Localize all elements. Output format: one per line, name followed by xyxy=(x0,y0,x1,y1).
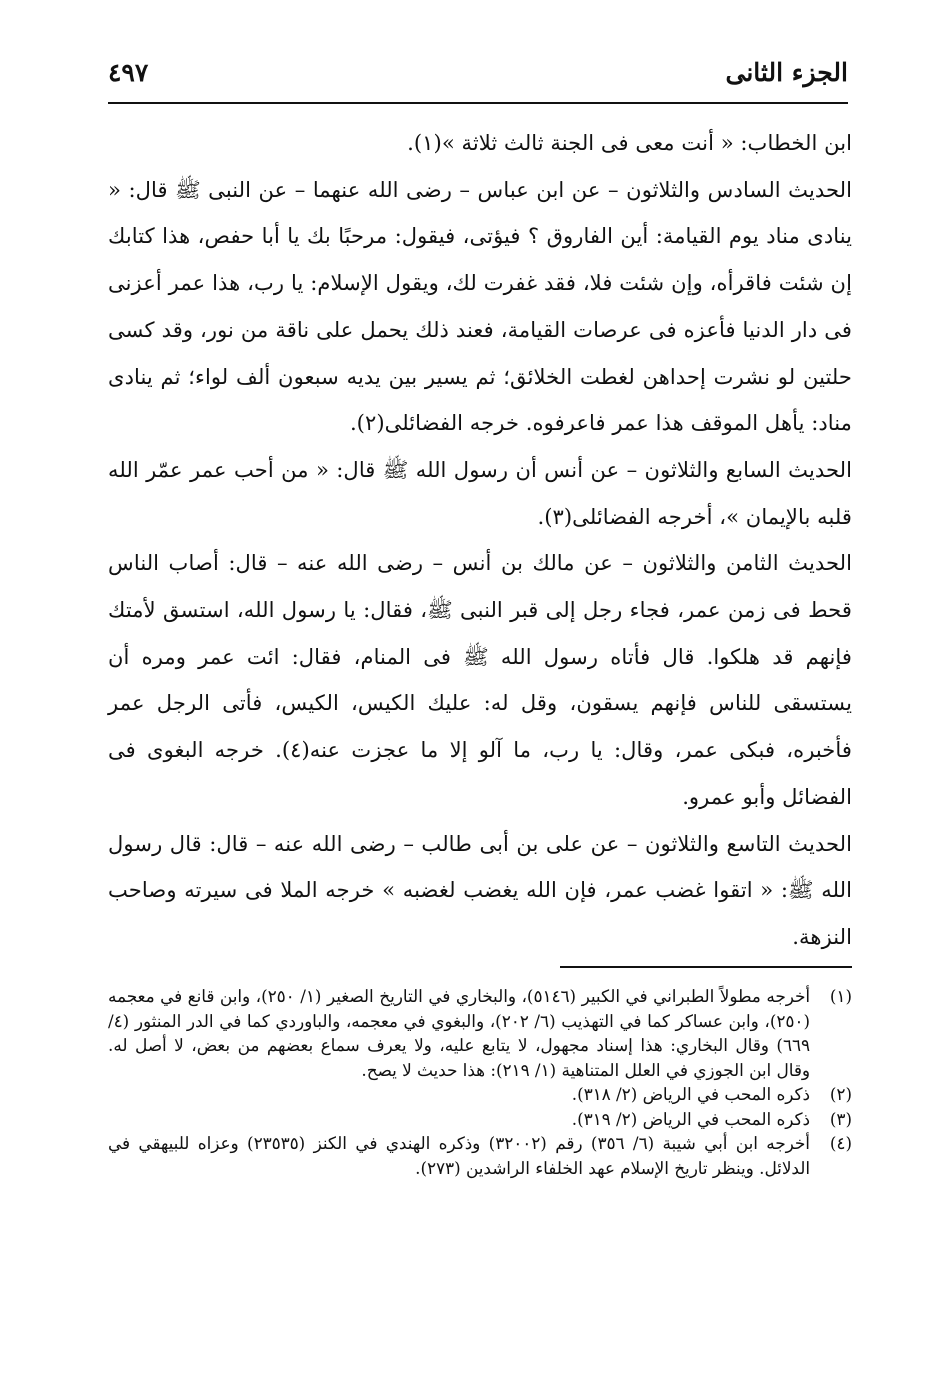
footnote-number: (١) xyxy=(829,986,852,1006)
paragraph: ابن الخطاب: « أنت معى فى الجنة ثالث ثلاثة »(١). xyxy=(407,130,852,155)
paragraph: الحديث السابع والثلاثون – عن أنس أن رسول الله ﷺ قال: « من أحب عمر عمّر الله قلبه بالإيمان »، أخرجه الفضائلى(٣). xyxy=(101,456,852,529)
paragraph: الحديث الثامن والثلاثون – عن مالك بن أنس – رضى الله عنه – قال: أصاب الناس قحط فى زمن عمر، فجاء رجل إلى قبر النبى ﷺ، فقال: يا رسول الله، استسق لأمتك فإنهم قد هلكوا. قال فأتاه رسول الله ﷺ فى المنام، فقال: ائت عمر ومره أن يستسقى للناس فإنهم يسقون، وقل له: عليك الكيس، الكيس، فأتى الرجل عمر فأخبره، فبكى عمر، وقال: يا رب، ما آلو إلا ما عجزت عنه(٤). خرجه البغوى فى الفضائل وأبو عمرو. xyxy=(101,550,852,809)
footnote-text: أخرجه مطولاً الطبراني في الكبير (٥١٤٦)، والبخاري في التاريخ الصغير (١/ ٢٥٠)، وابن قانع في معجمه (٢٥٠)، وابن عساكر كما في التهذيب (٦/ ٢٠٢)، والبغوي في معجمه، والباوردي كما في الدر المنثور (٤/ ٦٦٩) وقال البخاري: هذا إسناد مجهول، لا يتابع عليه، ولا يعرف سماع بعضهم من بعض، لا أصل له. وقال ابن الجوزي في العلل المتناهية (١/ ٢١٩): هذا حديث لا يصح. xyxy=(108,986,810,1080)
footnote xyxy=(108,1131,852,1180)
footnote xyxy=(108,1107,852,1132)
footnote-number: (٣) xyxy=(829,1108,852,1129)
footnote-number: (٢) xyxy=(829,1084,852,1104)
footnote xyxy=(108,984,852,1082)
footnote-text: ذكره المحب في الرياض (٢/ ٣١٨). xyxy=(571,1084,810,1104)
paragraph: الحديث التاسع والثلاثون – عن على بن أبى طالب – رضى الله عنه – قال: قال رسول الله ﷺ: « اتقوا غضب عمر، فإن الله يغضب لغضبه » خرجه الملا فى سيرته وصاحب النزهة. xyxy=(101,830,852,949)
footnote-number: (٤) xyxy=(829,1133,852,1153)
footnote-text: أخرجه ابن أبي شيبة (٦/ ٣٥٦) رقم (٣٢٠٠٢) وذكره الهندي في الكنز (٢٣٥٣٥) وعزاه للبيهقي في الدلائل. وينظر تاريخ الإسلام عهد الخلفاء الراشدين (٢٧٣). xyxy=(108,1133,810,1178)
footnote-divider xyxy=(560,966,852,968)
paragraph: الحديث السادس والثلاثون – عن ابن عباس – رضى الله عنهما – عن النبى ﷺ قال: « ينادى مناد يوم القيامة: أين الفاروق ؟ فيؤتى، فيقول: مرحبًا بك يا أبا حفص، هذا كتابك إن شئت فاقرأه، وإن شئت فلا، فقد غفرت لك، ويقول الإسلام: يا رب، هذا عمر أعزنى فى دار الدنيا فأعزه فى عرصات القيامة، فعند ذلك يحمل على ناقة من نور، وقد كسى حلتين لو نشرت إحداهن لغطت الخلائق؛ ثم يسير بين يديه سبعون ألف لواء؛ ثم ينادى مناد: يأهل الموقف هذا عمر فاعرفوه. خرجه الفضائلى(٢). xyxy=(101,176,852,436)
main-text xyxy=(101,120,852,961)
footnote xyxy=(108,1082,852,1107)
page-header xyxy=(108,52,848,104)
footnotes xyxy=(108,984,852,1180)
page-number: ٤٩٧ xyxy=(108,58,149,87)
footnote-text: ذكره المحب في الرياض (٢/ ٣١٩). xyxy=(571,1108,810,1129)
running-title: الجزء الثانى xyxy=(725,58,848,87)
